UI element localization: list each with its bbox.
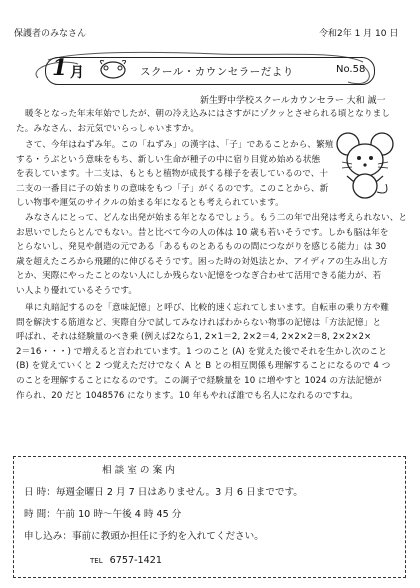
text-line: (B) を覚えていくと 2 つ覚えただけでなく A と B との相互関係も理解することになるので 4 つ bbox=[16, 361, 391, 372]
text-line: 暖冬となった年末年始でしたが、朝の冷え込みにはさすがにゾクッとさせられる頃となりまし bbox=[25, 109, 391, 119]
text-line: 問を解決する筋道など、実際自分で試してみなければわからない物事の記憶は「方法記憶」と bbox=[16, 317, 382, 328]
issue-date: 令和2年 1 月 10 日 bbox=[319, 29, 399, 39]
month-suffix: 月 bbox=[70, 65, 84, 81]
recipient: 保護者のみなさん bbox=[14, 29, 87, 39]
text-line: 二支の一番目に子の始まりの意味をもつ「子」がくるのです。このことから、新 bbox=[16, 183, 329, 194]
counseling-room-info-box bbox=[13, 456, 406, 578]
newsletter-title: スクール・カウンセラーだより bbox=[140, 66, 294, 78]
text-line: を表しています。十二支は、もともと植物が成長する様子を表しているので、十 bbox=[16, 169, 329, 180]
text-line: みなさんにとって、どんな出発が始まる年となるでしょう。もう二の年で出発は考えられない、と bbox=[25, 213, 408, 223]
text-line: た。みなさん、お元気でいらっしゃいますか。 bbox=[16, 123, 200, 134]
info-apply-line: 申し込み：事前に教頭か担任に予約を入れてください。 bbox=[24, 531, 264, 542]
text-line: する・うぶという意味をもち、新しい生命が種子の中に宿り目覚め始める状態 bbox=[16, 154, 321, 165]
info-title: 相 談 室 の 案 内 bbox=[102, 465, 175, 476]
phone-number: 6757-1421 bbox=[109, 555, 162, 566]
text-line: 単に丸暗記するのを「意味記憶」と呼び、比較的速く忘れてしまいます。自転車の乗り方や難 bbox=[25, 303, 390, 313]
text-line: お思いでしたらとんでもない。昔と比べて今の人の体は 10 歳も若いそうです。しかも脳は年を bbox=[16, 227, 389, 238]
mouse-illustration bbox=[334, 130, 396, 202]
text-line: 歳を超えたころから飛躍的に伸びるそうです。困った時の対処法とか、アイディアの生み出し方 bbox=[16, 256, 388, 267]
paragraph-new-start bbox=[16, 211, 407, 299]
text-line: しい物事や運気のサイクルの始まる年になるとも考えられています。 bbox=[16, 198, 284, 209]
paragraph-memory bbox=[16, 301, 390, 403]
text-line: 2＝16・・・) で増えると言われています。1 つのこと (A) を覚えた後でそれを生かし次のこと bbox=[16, 346, 387, 357]
info-time-line: 時 間：午前 10 時～午後 4 時 45 分 bbox=[24, 509, 182, 520]
text-line: のことを理解することになるのです。この調子で経験量を 10 に増やすと 1024 の方法記憶が bbox=[16, 375, 382, 386]
text-line: さて、今年はねずみ年。この「ねずみ」の漢字は、「子」であることから、繁殖 bbox=[25, 140, 334, 150]
info-phone bbox=[90, 554, 162, 568]
text-line: とらないし、発見や創造の元である「あるものとあるものの間につながりを感じる能力」は 30 bbox=[16, 242, 387, 253]
paragraph-nezumi bbox=[16, 138, 334, 211]
author-line: 新生野中学校スクールカウンセラー 大和 誠一 bbox=[200, 96, 386, 106]
text-line: い人より優れているそうです。 bbox=[16, 285, 138, 296]
phone-label: TEL bbox=[90, 557, 103, 565]
text-line: 作られ、20 だと 1048576 になります。10 年もやれば誰でも名人になれるのですね。 bbox=[16, 390, 358, 401]
info-date-line: 日 時：毎週金曜日 2 月 7 日はありません。3 月 6 日までです。 bbox=[24, 487, 303, 498]
text-line: とか、実際にやったことのない人にしか残らない記憶をつなぎ合わせて活用できる能力が、若 bbox=[16, 271, 382, 282]
flower-doodle-icon bbox=[96, 58, 130, 82]
month-number: 1 bbox=[52, 55, 68, 81]
issue-number: No.58 bbox=[336, 64, 366, 75]
text-line: 呼ばれ、それは経験量のべき乗 (例えば2なら1, 2×1＝2, 2×2＝4, 2×2×2＝8, 2×2×2× bbox=[16, 332, 372, 343]
